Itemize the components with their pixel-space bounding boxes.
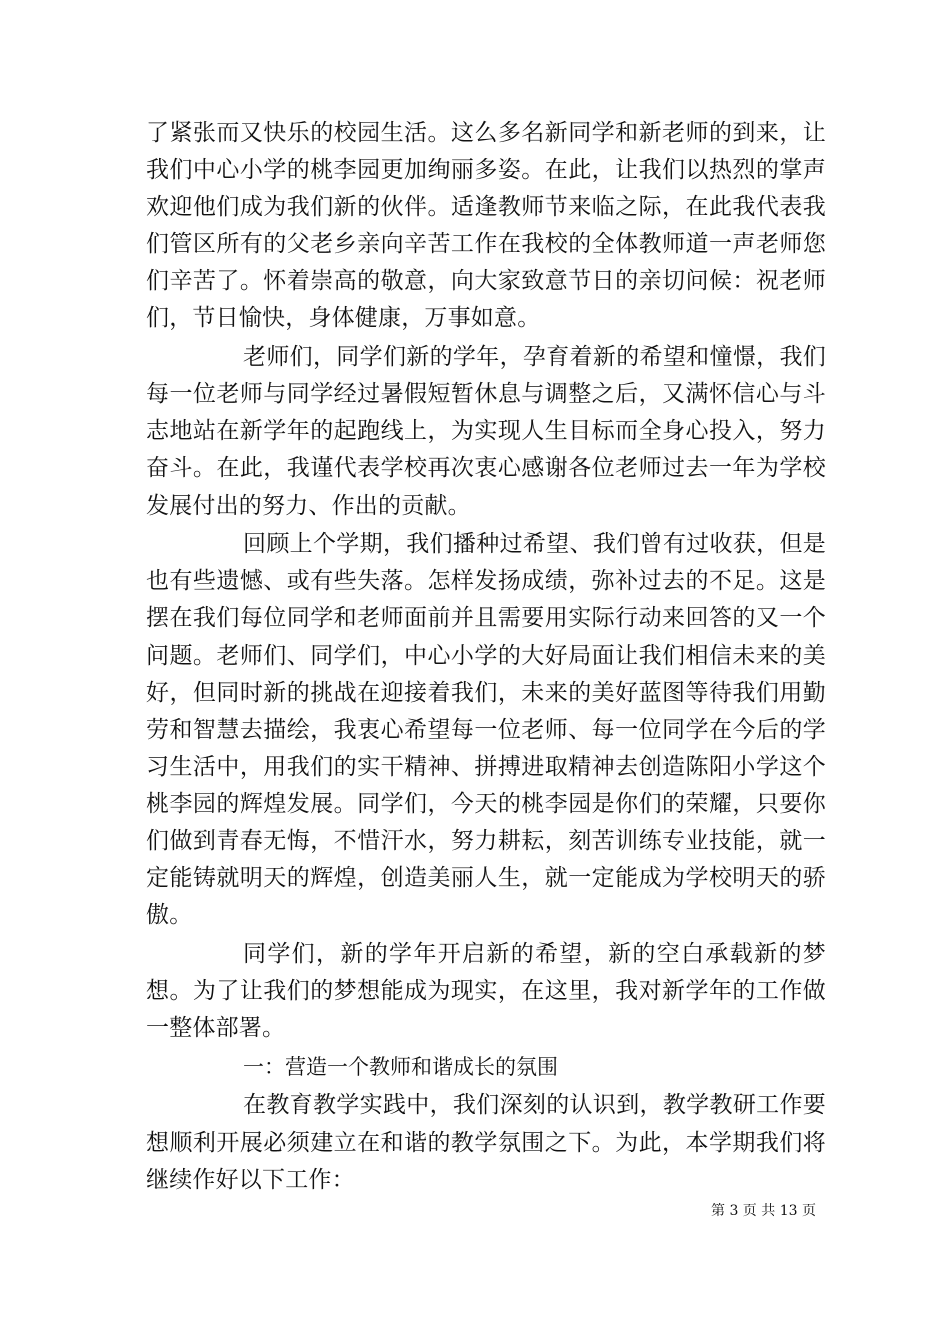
- paragraph-section-intro: 在教育教学实践中，我们深刻的认识到，教学教研工作要想顺利开展必须建立在和谐的教学氛围之下。为此，本学期我们将继续作好以下工作：: [146, 1092, 826, 1193]
- section-heading: 一：营造一个教师和谐成长的氛围: [243, 1054, 558, 1079]
- paragraph-plan: 同学们，新的学年开启新的希望，新的空白承载新的梦想。为了让我们的梦想能成为现实，在这里，我对新学年的工作做一整体部署。: [146, 940, 826, 1042]
- paragraph-continuation: 了紧张而又快乐的校园生活。这么多名新同学和新老师的到来，让我们中心小学的桃李园更加绚丽多姿。在此，让我们以热烈的掌声欢迎他们成为我们新的伙伴。适逢教师节来临之际，在此我代表我们管区所有的父老乡亲向辛苦工作在我校的全体教师道一声老师您们辛苦了。怀着崇高的敬意，向大家致意节日的亲切问候：祝老师们，节日愉快，身体健康，万事如意。: [146, 120, 826, 332]
- document-body: [146, 115, 826, 1200]
- paragraph-review: 回顾上个学期，我们播种过希望、我们曾有过收获，但是也有些遗憾、或有些失落。怎样发扬成绩，弥补过去的不足。这是摆在我们每位同学和老师面前并且需要用实际行动来回答的又一个问题。老师们、同学们，中心小学的大好局面让我们相信未来的美好，但同时新的挑战在迎接着我们，未来的美好蓝图等待我们用勤劳和智慧去描绘，我衷心希望每一位老师、每一位同学在今后的学习生活中，用我们的实干精神、拼搏进取精神去创造陈阳小学这个桃李园的辉煌发展。同学们，今天的桃李园是你们的荣耀，只要你们做到青春无悔，不惜汗水，努力耕耘，刻苦训练专业技能，就一定能铸就明天的辉煌，创造美丽人生，就一定能成为学校明天的骄傲。: [146, 531, 826, 929]
- paragraph-greeting: 老师们，同学们新的学年，孕育着新的希望和憧憬，我们每一位老师与同学经过暑假短暂休息与调整之后，又满怀信心与斗志地站在新学年的起跑线上，为实现人生目标而全身心投入，努力奋斗。在此，我谨代表学校再次衷心感谢各位老师过去一年为学校发展付出的努力、作出的贡献。: [146, 344, 826, 519]
- page-number-footer: 第 3 页 共 13 页: [711, 1203, 816, 1219]
